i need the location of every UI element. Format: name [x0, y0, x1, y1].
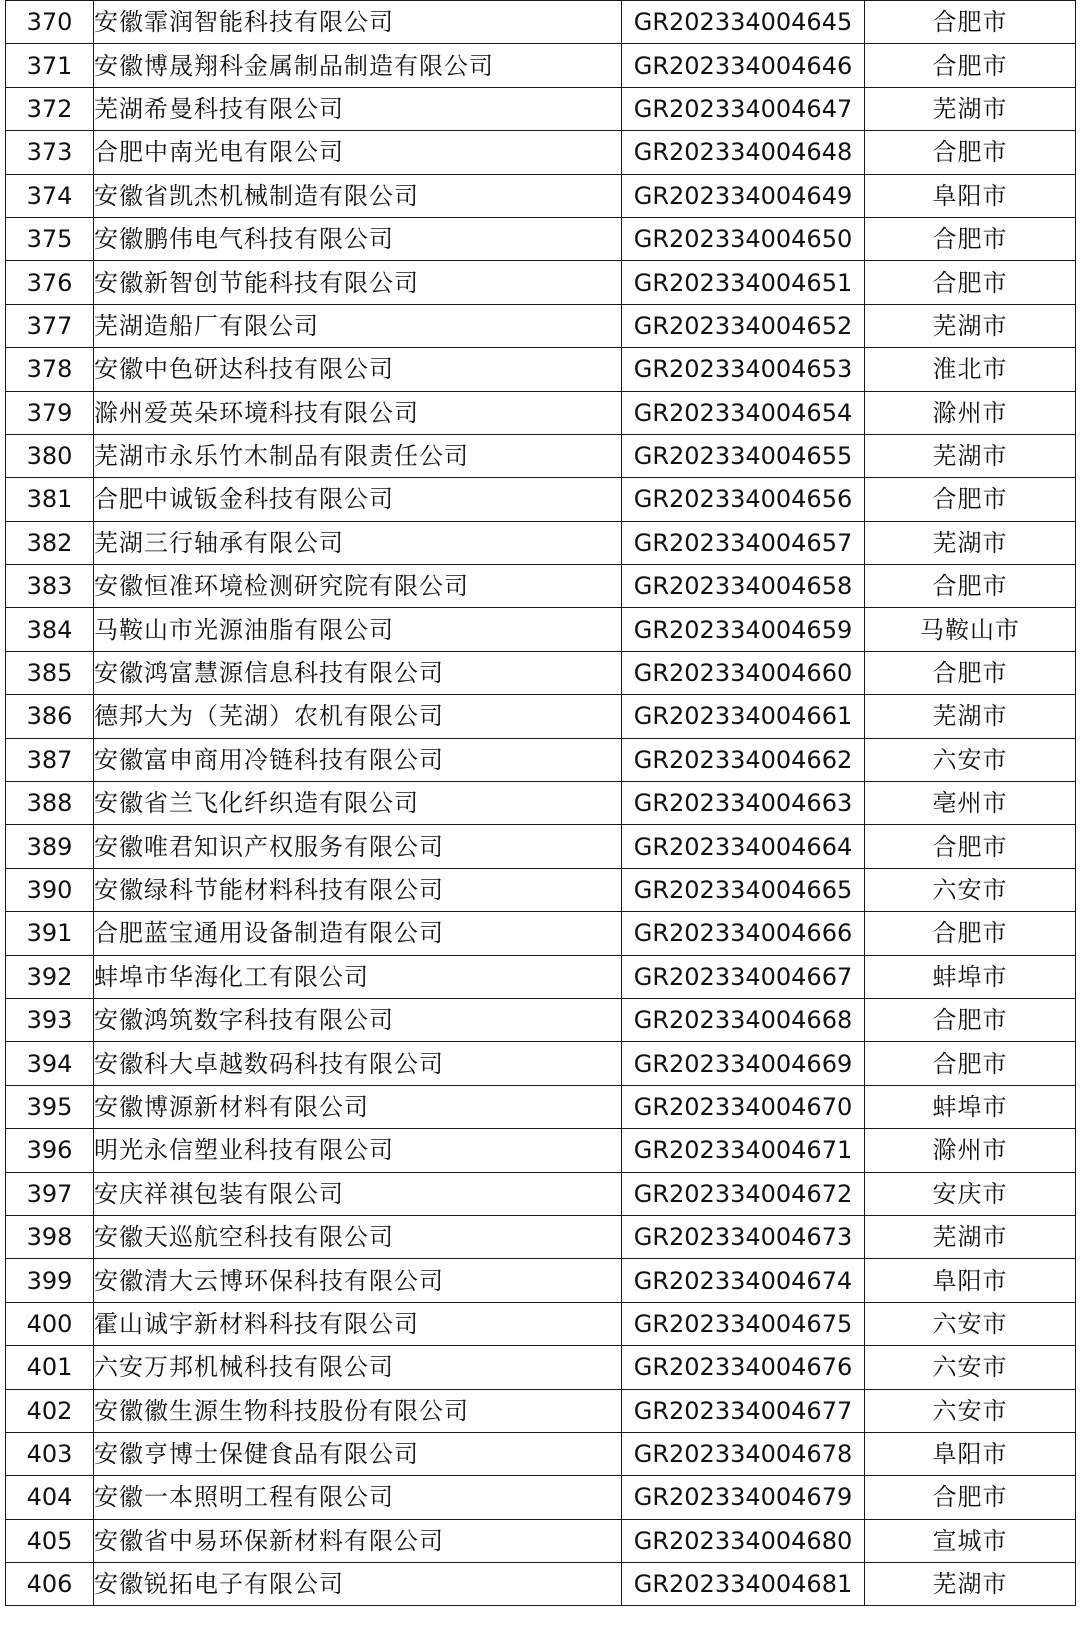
company-name-cell: 蚌埠市华海化工有限公司	[94, 955, 622, 998]
company-name-cell: 安徽霏润智能科技有限公司	[94, 1, 622, 44]
serial-number-cell: 396	[6, 1129, 94, 1172]
certificate-number-cell: GR202334004648	[622, 131, 865, 174]
certificate-number-cell: GR202334004651	[622, 261, 865, 304]
company-name-cell: 安徽科大卓越数码科技有限公司	[94, 1042, 622, 1085]
certificate-number-cell: GR202334004674	[622, 1259, 865, 1302]
certificate-number-cell: GR202334004663	[622, 782, 865, 825]
serial-number-cell: 404	[6, 1476, 94, 1519]
table-row	[6, 1389, 1076, 1432]
serial-number-cell: 386	[6, 695, 94, 738]
city-cell: 马鞍山市	[865, 608, 1076, 651]
company-name-cell: 安庆祥祺包装有限公司	[94, 1172, 622, 1215]
certificate-number-cell: GR202334004650	[622, 217, 865, 260]
table-row	[6, 825, 1076, 868]
city-cell: 阜阳市	[865, 1432, 1076, 1475]
serial-number-cell: 387	[6, 738, 94, 781]
serial-number-cell: 372	[6, 87, 94, 130]
serial-number-cell: 384	[6, 608, 94, 651]
table-body	[6, 1, 1076, 1606]
table-row	[6, 521, 1076, 564]
company-name-cell: 安徽唯君知识产权服务有限公司	[94, 825, 622, 868]
table-row	[6, 912, 1076, 955]
table-row	[6, 1432, 1076, 1475]
company-name-cell: 安徽绿科节能材料科技有限公司	[94, 868, 622, 911]
serial-number-cell: 391	[6, 912, 94, 955]
certificate-number-cell: GR202334004649	[622, 174, 865, 217]
city-cell: 六安市	[865, 868, 1076, 911]
table-row	[6, 174, 1076, 217]
table-row	[6, 1346, 1076, 1389]
certificate-number-cell: GR202334004679	[622, 1476, 865, 1519]
certificate-number-cell: GR202334004645	[622, 1, 865, 44]
certificate-number-cell: GR202334004671	[622, 1129, 865, 1172]
table-row	[6, 1519, 1076, 1562]
table-row	[6, 1042, 1076, 1085]
city-cell: 六安市	[865, 1302, 1076, 1345]
table-row	[6, 998, 1076, 1041]
serial-number-cell: 392	[6, 955, 94, 998]
table-row	[6, 1085, 1076, 1128]
certificate-number-cell: GR202334004653	[622, 348, 865, 391]
certificate-number-cell: GR202334004646	[622, 44, 865, 87]
certificate-number-cell: GR202334004680	[622, 1519, 865, 1562]
certificate-number-cell: GR202334004647	[622, 87, 865, 130]
certificate-number-cell: GR202334004660	[622, 651, 865, 694]
serial-number-cell: 374	[6, 174, 94, 217]
city-cell: 合肥市	[865, 998, 1076, 1041]
city-cell: 合肥市	[865, 44, 1076, 87]
company-name-cell: 安徽鸿富慧源信息科技有限公司	[94, 651, 622, 694]
serial-number-cell: 379	[6, 391, 94, 434]
serial-number-cell: 382	[6, 521, 94, 564]
certificate-number-cell: GR202334004668	[622, 998, 865, 1041]
table-row	[6, 434, 1076, 477]
table-row	[6, 1172, 1076, 1215]
serial-number-cell: 394	[6, 1042, 94, 1085]
serial-number-cell: 393	[6, 998, 94, 1041]
certificate-number-cell: GR202334004657	[622, 521, 865, 564]
certificate-number-cell: GR202334004667	[622, 955, 865, 998]
serial-number-cell: 399	[6, 1259, 94, 1302]
table-row	[6, 1476, 1076, 1519]
certificate-number-cell: GR202334004659	[622, 608, 865, 651]
certificate-number-cell: GR202334004654	[622, 391, 865, 434]
table-row	[6, 478, 1076, 521]
company-name-cell: 安徽亨博士保健食品有限公司	[94, 1432, 622, 1475]
company-name-cell: 安徽省兰飞化纤织造有限公司	[94, 782, 622, 825]
certificate-number-cell: GR202334004666	[622, 912, 865, 955]
company-name-cell: 安徽清大云博环保科技有限公司	[94, 1259, 622, 1302]
table-row	[6, 565, 1076, 608]
company-name-cell: 德邦大为（芜湖）农机有限公司	[94, 695, 622, 738]
city-cell: 合肥市	[865, 478, 1076, 521]
city-cell: 宣城市	[865, 1519, 1076, 1562]
city-cell: 芜湖市	[865, 1563, 1076, 1606]
certificate-number-cell: GR202334004677	[622, 1389, 865, 1432]
city-cell: 滁州市	[865, 391, 1076, 434]
company-name-cell: 安徽恒准环境检测研究院有限公司	[94, 565, 622, 608]
company-name-cell: 合肥蓝宝通用设备制造有限公司	[94, 912, 622, 955]
company-name-cell: 马鞍山市光源油脂有限公司	[94, 608, 622, 651]
serial-number-cell: 385	[6, 651, 94, 694]
table-row	[6, 1563, 1076, 1606]
city-cell: 六安市	[865, 1389, 1076, 1432]
city-cell: 芜湖市	[865, 521, 1076, 564]
table-row	[6, 608, 1076, 651]
certificate-number-cell: GR202334004658	[622, 565, 865, 608]
city-cell: 芜湖市	[865, 695, 1076, 738]
table-row	[6, 1129, 1076, 1172]
serial-number-cell: 398	[6, 1215, 94, 1258]
company-name-cell: 安徽富申商用冷链科技有限公司	[94, 738, 622, 781]
city-cell: 阜阳市	[865, 1259, 1076, 1302]
company-name-cell: 安徽博源新材料有限公司	[94, 1085, 622, 1128]
city-cell: 合肥市	[865, 261, 1076, 304]
certificate-number-cell: GR202334004669	[622, 1042, 865, 1085]
table-row	[6, 261, 1076, 304]
city-cell: 芜湖市	[865, 1215, 1076, 1258]
serial-number-cell: 395	[6, 1085, 94, 1128]
company-name-cell: 安徽博晟翔科金属制品制造有限公司	[94, 44, 622, 87]
company-name-cell: 霍山诚宇新材料科技有限公司	[94, 1302, 622, 1345]
serial-number-cell: 383	[6, 565, 94, 608]
certificate-number-cell: GR202334004672	[622, 1172, 865, 1215]
city-cell: 蚌埠市	[865, 955, 1076, 998]
certificate-number-cell: GR202334004652	[622, 304, 865, 347]
company-name-cell: 六安万邦机械科技有限公司	[94, 1346, 622, 1389]
table-row	[6, 651, 1076, 694]
company-name-cell: 合肥中南光电有限公司	[94, 131, 622, 174]
serial-number-cell: 373	[6, 131, 94, 174]
table-row	[6, 87, 1076, 130]
table-row	[6, 348, 1076, 391]
table-row	[6, 44, 1076, 87]
city-cell: 六安市	[865, 738, 1076, 781]
company-name-cell: 安徽一本照明工程有限公司	[94, 1476, 622, 1519]
certificate-number-cell: GR202334004670	[622, 1085, 865, 1128]
serial-number-cell: 378	[6, 348, 94, 391]
certificate-number-cell: GR202334004662	[622, 738, 865, 781]
company-name-cell: 安徽新智创节能科技有限公司	[94, 261, 622, 304]
table-row	[6, 1, 1076, 44]
certificate-number-cell: GR202334004655	[622, 434, 865, 477]
serial-number-cell: 375	[6, 217, 94, 260]
company-name-cell: 安徽天巡航空科技有限公司	[94, 1215, 622, 1258]
table-row	[6, 217, 1076, 260]
company-name-cell: 芜湖希曼科技有限公司	[94, 87, 622, 130]
serial-number-cell: 405	[6, 1519, 94, 1562]
city-cell: 阜阳市	[865, 174, 1076, 217]
company-name-cell: 滁州爱英朵环境科技有限公司	[94, 391, 622, 434]
city-cell: 合肥市	[865, 217, 1076, 260]
company-name-cell: 芜湖造船厂有限公司	[94, 304, 622, 347]
table-row	[6, 1259, 1076, 1302]
company-name-cell: 安徽徽生源生物科技股份有限公司	[94, 1389, 622, 1432]
city-cell: 合肥市	[865, 825, 1076, 868]
certificate-number-cell: GR202334004681	[622, 1563, 865, 1606]
serial-number-cell: 377	[6, 304, 94, 347]
serial-number-cell: 388	[6, 782, 94, 825]
table-row	[6, 695, 1076, 738]
company-name-cell: 安徽鸿筑数字科技有限公司	[94, 998, 622, 1041]
table-row	[6, 391, 1076, 434]
serial-number-cell: 403	[6, 1432, 94, 1475]
city-cell: 合肥市	[865, 1, 1076, 44]
serial-number-cell: 371	[6, 44, 94, 87]
serial-number-cell: 376	[6, 261, 94, 304]
city-cell: 芜湖市	[865, 434, 1076, 477]
certificate-number-cell: GR202334004673	[622, 1215, 865, 1258]
table-row	[6, 1302, 1076, 1345]
serial-number-cell: 400	[6, 1302, 94, 1345]
certificate-number-cell: GR202334004664	[622, 825, 865, 868]
company-list-table	[5, 0, 1076, 1606]
serial-number-cell: 381	[6, 478, 94, 521]
city-cell: 合肥市	[865, 1042, 1076, 1085]
certificate-number-cell: GR202334004665	[622, 868, 865, 911]
table-row	[6, 868, 1076, 911]
city-cell: 亳州市	[865, 782, 1076, 825]
company-name-cell: 安徽省凯杰机械制造有限公司	[94, 174, 622, 217]
city-cell: 合肥市	[865, 131, 1076, 174]
serial-number-cell: 380	[6, 434, 94, 477]
company-name-cell: 芜湖市永乐竹木制品有限责任公司	[94, 434, 622, 477]
table-row	[6, 1215, 1076, 1258]
certificate-number-cell: GR202334004656	[622, 478, 865, 521]
table-row	[6, 955, 1076, 998]
serial-number-cell: 402	[6, 1389, 94, 1432]
serial-number-cell: 397	[6, 1172, 94, 1215]
serial-number-cell: 370	[6, 1, 94, 44]
serial-number-cell: 389	[6, 825, 94, 868]
company-name-cell: 明光永信塑业科技有限公司	[94, 1129, 622, 1172]
company-name-cell: 合肥中诚钣金科技有限公司	[94, 478, 622, 521]
city-cell: 合肥市	[865, 565, 1076, 608]
city-cell: 淮北市	[865, 348, 1076, 391]
city-cell: 蚌埠市	[865, 1085, 1076, 1128]
certificate-number-cell: GR202334004678	[622, 1432, 865, 1475]
company-name-cell: 安徽中色研达科技有限公司	[94, 348, 622, 391]
certificate-number-cell: GR202334004676	[622, 1346, 865, 1389]
city-cell: 六安市	[865, 1346, 1076, 1389]
city-cell: 芜湖市	[865, 304, 1076, 347]
serial-number-cell: 406	[6, 1563, 94, 1606]
table-row	[6, 782, 1076, 825]
city-cell: 合肥市	[865, 912, 1076, 955]
city-cell: 合肥市	[865, 1476, 1076, 1519]
company-name-cell: 芜湖三行轴承有限公司	[94, 521, 622, 564]
city-cell: 安庆市	[865, 1172, 1076, 1215]
table-row	[6, 738, 1076, 781]
company-name-cell: 安徽锐拓电子有限公司	[94, 1563, 622, 1606]
certificate-number-cell: GR202334004661	[622, 695, 865, 738]
city-cell: 合肥市	[865, 651, 1076, 694]
city-cell: 芜湖市	[865, 87, 1076, 130]
serial-number-cell: 390	[6, 868, 94, 911]
company-name-cell: 安徽鹏伟电气科技有限公司	[94, 217, 622, 260]
certificate-number-cell: GR202334004675	[622, 1302, 865, 1345]
company-name-cell: 安徽省中易环保新材料有限公司	[94, 1519, 622, 1562]
serial-number-cell: 401	[6, 1346, 94, 1389]
table-row	[6, 304, 1076, 347]
table-row	[6, 131, 1076, 174]
city-cell: 滁州市	[865, 1129, 1076, 1172]
